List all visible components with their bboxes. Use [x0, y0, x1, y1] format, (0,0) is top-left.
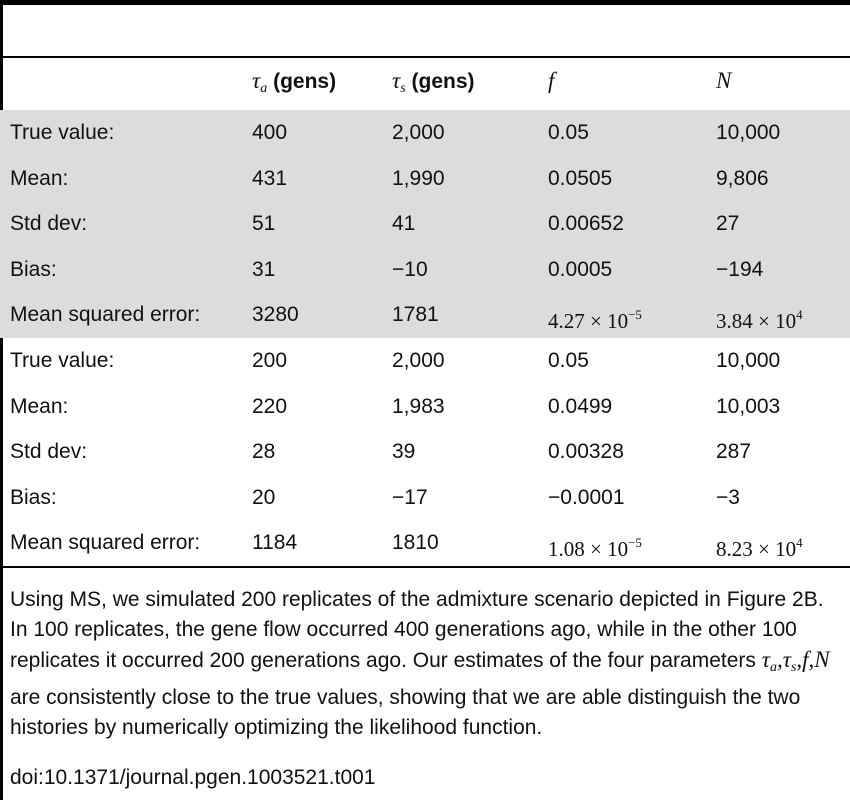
- table-cell: 0.0499: [548, 394, 613, 418]
- header-n: N: [716, 68, 732, 93]
- table-cell: 1,983: [392, 394, 445, 418]
- table-cell: $4.27 \times 10^{-5}$: [548, 307, 642, 334]
- table-cell: 0.05: [548, 349, 589, 372]
- row-label: Std dev:: [10, 212, 88, 236]
- table-cell: 28: [252, 440, 276, 464]
- table-cell: 3280: [252, 303, 299, 327]
- table-cell: −0.0001: [548, 485, 625, 509]
- row-label: True value:: [10, 121, 115, 144]
- header-tau-s: $\tau_s$ (gens): [392, 68, 475, 96]
- table-cell: 1,990: [392, 166, 445, 190]
- table-cell: −3: [716, 485, 740, 509]
- table-cell: 1184: [252, 531, 298, 555]
- table-cell: 2,000: [392, 121, 445, 144]
- row-label: True value:: [10, 349, 115, 372]
- table-cell: −17: [392, 485, 428, 509]
- table-row: [0, 520, 850, 566]
- table-row: [0, 384, 850, 430]
- table-cell: 2,000: [392, 349, 445, 372]
- row-label: Mean squared error:: [10, 303, 201, 327]
- table-cell: 27: [716, 212, 740, 236]
- table-cell: 1781: [392, 303, 439, 327]
- row-label: Bias:: [10, 257, 57, 281]
- table-row: [0, 475, 850, 521]
- row-label: Std dev:: [10, 440, 88, 464]
- table-cell: 0.0505: [548, 166, 613, 190]
- table-cell: 10,003: [716, 394, 781, 418]
- table-cell: 400: [252, 121, 288, 144]
- table-header: [0, 58, 850, 110]
- doi: doi:10.1371/journal.pgen.1003521.t001: [10, 766, 376, 789]
- table-cell: 287: [716, 440, 752, 464]
- table-cell: 1810: [392, 531, 439, 555]
- caption-params: $\tau_a,\tau_s,f,N$: [761, 647, 830, 675]
- table-row: [0, 110, 850, 156]
- table-cell: $1.08 \times 10^{-5}$: [548, 535, 642, 562]
- table-cell: 41: [392, 212, 416, 236]
- header-tau-a: $\tau_a$ (gens): [252, 68, 337, 96]
- table-cell: 0.0005: [548, 257, 613, 281]
- row-label: Mean:: [10, 394, 69, 418]
- top-border: [0, 0, 850, 5]
- table-row: [0, 247, 850, 293]
- table-cell: −10: [392, 257, 428, 281]
- table-cell: 10,000: [716, 121, 781, 144]
- table-cell: 0.05: [548, 121, 589, 144]
- table-cell: 200: [252, 349, 288, 372]
- table-row: [0, 429, 850, 475]
- table-cell: $3.84 \times 10^4$: [716, 307, 803, 334]
- table-cell: −194: [716, 257, 764, 281]
- table-row: [0, 156, 850, 202]
- table-cell: 9,806: [716, 166, 769, 190]
- row-label: Bias:: [10, 485, 57, 509]
- table-row: [0, 338, 850, 384]
- table-cell: 220: [252, 394, 288, 418]
- table-cell: 0.00652: [548, 212, 624, 236]
- table-bottom-rule: [0, 566, 850, 568]
- table-cell: 51: [252, 212, 276, 236]
- table-cell: 431: [252, 166, 288, 190]
- table-cell: 31: [252, 257, 276, 281]
- table-cell: 20: [252, 485, 276, 509]
- table-cell: 10,000: [716, 349, 781, 372]
- table-cell: 0.00328: [548, 440, 624, 464]
- row-label: Mean squared error:: [10, 531, 201, 555]
- table-cell: 39: [392, 440, 416, 464]
- table-caption: Using MS, we simulated 200 replicates of the admixture scenario depicted in Figure 2B. In 100 replicates, the gene flow occurred 400 generations ago, while in the other 100 replicates it occurred 200 generations ago. Our estimates of the four parameters $\tau_a,\tau_s,f,N$ are consistently close to the true values, showing that we are able distinguish the two histories by numerically optimizing the likelihood function.: [10, 588, 830, 739]
- row-label: Mean:: [10, 166, 69, 190]
- table-cell: $8.23 \times 10^4$: [716, 535, 803, 562]
- table-row: [0, 292, 850, 338]
- header-f: f: [548, 68, 555, 93]
- table-row: [0, 201, 850, 247]
